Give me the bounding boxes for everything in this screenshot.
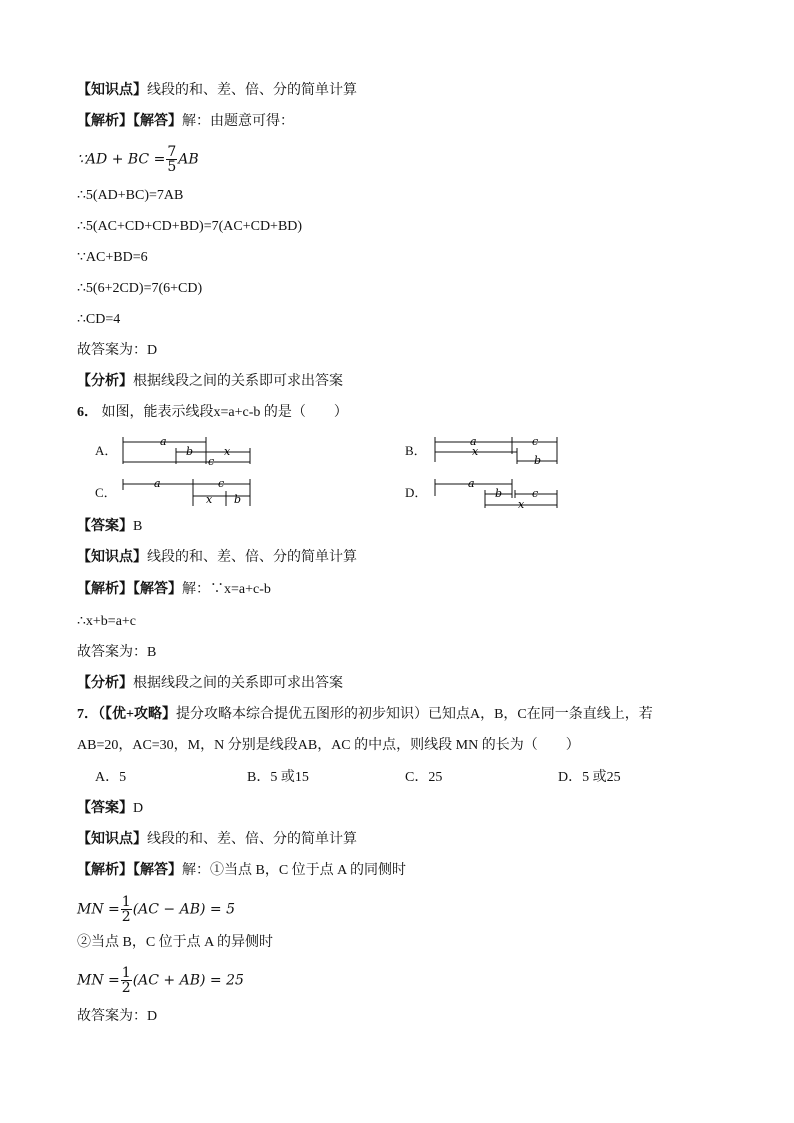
fraction [121,966,132,995]
knowledge-line [77,830,357,850]
option-a-diagram [118,434,258,472]
fenxi-text: 根据线段之间的关系即可求出答案 [133,374,343,389]
analysis-line [77,112,294,132]
answer-value: B [133,519,143,534]
fraction-num: 7 [167,144,177,160]
fraction-den: 2 [121,980,131,996]
question-6-stem [77,403,348,423]
step-line: ∴x+b=a+c [77,614,137,629]
equation-line [77,145,199,174]
option-c-diagram [118,476,258,514]
fraction-num: 1 [121,965,131,981]
svg-text:c: c [532,435,539,448]
option-d-label: D． [405,485,428,500]
svg-text:b: b [186,445,194,458]
option-b: B．5 或15 [247,770,309,785]
svg-text:a: a [154,477,161,490]
equation-line [77,966,244,995]
fenxi-line [77,674,343,694]
answer-tag: 【答案】 [77,519,133,534]
case2-line: ②当点 B，C 位于点 A 的异侧时 [77,935,274,950]
analysis-tag: 【解析】【解答】 [77,863,182,878]
fraction [121,895,132,924]
analysis-text: 解：①当点 B，C 位于点 A 的同侧时 [182,863,407,878]
fenxi-text: 根据线段之间的关系即可求出答案 [133,676,343,691]
eq-left: ∵AD + BC = [77,151,166,168]
analysis-line [77,861,406,881]
option-a: A．5 [95,770,127,785]
svg-text:a: a [468,477,475,490]
fraction [166,145,177,174]
svg-text:c: c [218,477,225,490]
knowledge-text: 线段的和、差、倍、分的简单计算 [147,832,357,847]
svg-text:a: a [470,435,477,448]
fenxi-tag: 【分析】 [77,374,133,389]
conclusion-line: 故答案为：B [77,645,157,660]
analysis-text: 解：∵x=a+c-b [182,582,271,597]
knowledge-line [77,81,357,101]
conclusion-line: 故答案为：D [77,1009,158,1024]
svg-text:c: c [532,487,539,500]
option-d: D．5 或25 [558,770,621,785]
fenxi-line [77,372,343,392]
knowledge-tag: 【知识点】 [77,832,147,847]
svg-text:x: x [472,445,479,458]
step-line: ∴5(AC+CD+CD+BD)=7(AC+CD+BD) [77,219,303,234]
answer-value: D [133,801,144,816]
eq-left: MN = [77,972,120,989]
fraction-num: 1 [121,894,131,910]
conclusion-line: 故答案为：D [77,343,158,358]
svg-text:x: x [206,493,213,506]
knowledge-text: 线段的和、差、倍、分的简单计算 [147,83,357,98]
eq-right: AB [178,151,199,168]
option-b-diagram [430,434,570,472]
answer-tag: 【答案】 [77,801,133,816]
step-line: ∴5(AD+BC)=7AB [77,188,184,203]
knowledge-text: 线段的和、差、倍、分的简单计算 [147,550,357,565]
analysis-tag: 【解析】【解答】 [77,582,182,597]
question-7-stem-line2: AB=20，AC=30，M，N 分别是线段AB，AC 的中点，则线段 MN 的长为（ ） [77,738,580,753]
question-7-stem-line1 [77,705,653,725]
answer-line [77,799,143,819]
eq-left: MN = [77,901,120,918]
option-d-diagram [430,476,570,514]
svg-text:c: c [208,455,215,468]
option-c: C．25 [405,770,443,785]
step-line: ∴5(6+2CD)=7(6+CD) [77,281,203,296]
svg-text:b: b [495,487,503,500]
analysis-line [77,580,271,600]
svg-text:x: x [224,445,231,458]
svg-text:x: x [518,498,525,511]
question-text: 提分攻略本综合提优五图形的初步知识）已知点A，B，C在同一条直线上，若 [175,707,653,722]
option-c-label: C． [95,485,117,500]
fraction-den: 5 [167,159,177,175]
knowledge-line [77,548,357,568]
question-number: 7．（ [77,707,105,722]
option-a-label: A． [95,443,118,458]
knowledge-tag: 【知识点】 [77,83,147,98]
svg-text:b: b [234,493,242,506]
fenxi-tag: 【分析】 [77,676,133,691]
knowledge-tag: 【知识点】 [77,550,147,565]
option-b-label: B． [405,443,427,458]
svg-text:b: b [534,454,542,467]
question-text: 如图，能表示线段x=a+c-b 的是（ ） [101,405,348,420]
question-tag: 【优+攻略】 [105,707,176,722]
question-number: 6． [77,405,98,420]
answer-line [77,517,142,537]
eq-right: (AC − AB) = 5 [132,901,236,918]
fraction-den: 2 [121,909,131,925]
analysis-text: 解：由题意可得： [182,114,294,129]
svg-text:a: a [160,435,167,448]
step-line: ∵AC+BD=6 [77,250,148,265]
analysis-tag: 【解析】【解答】 [77,114,182,129]
step-line: ∴CD=4 [77,312,121,327]
equation-line [77,895,235,924]
eq-right: (AC + AB) = 25 [132,972,244,989]
